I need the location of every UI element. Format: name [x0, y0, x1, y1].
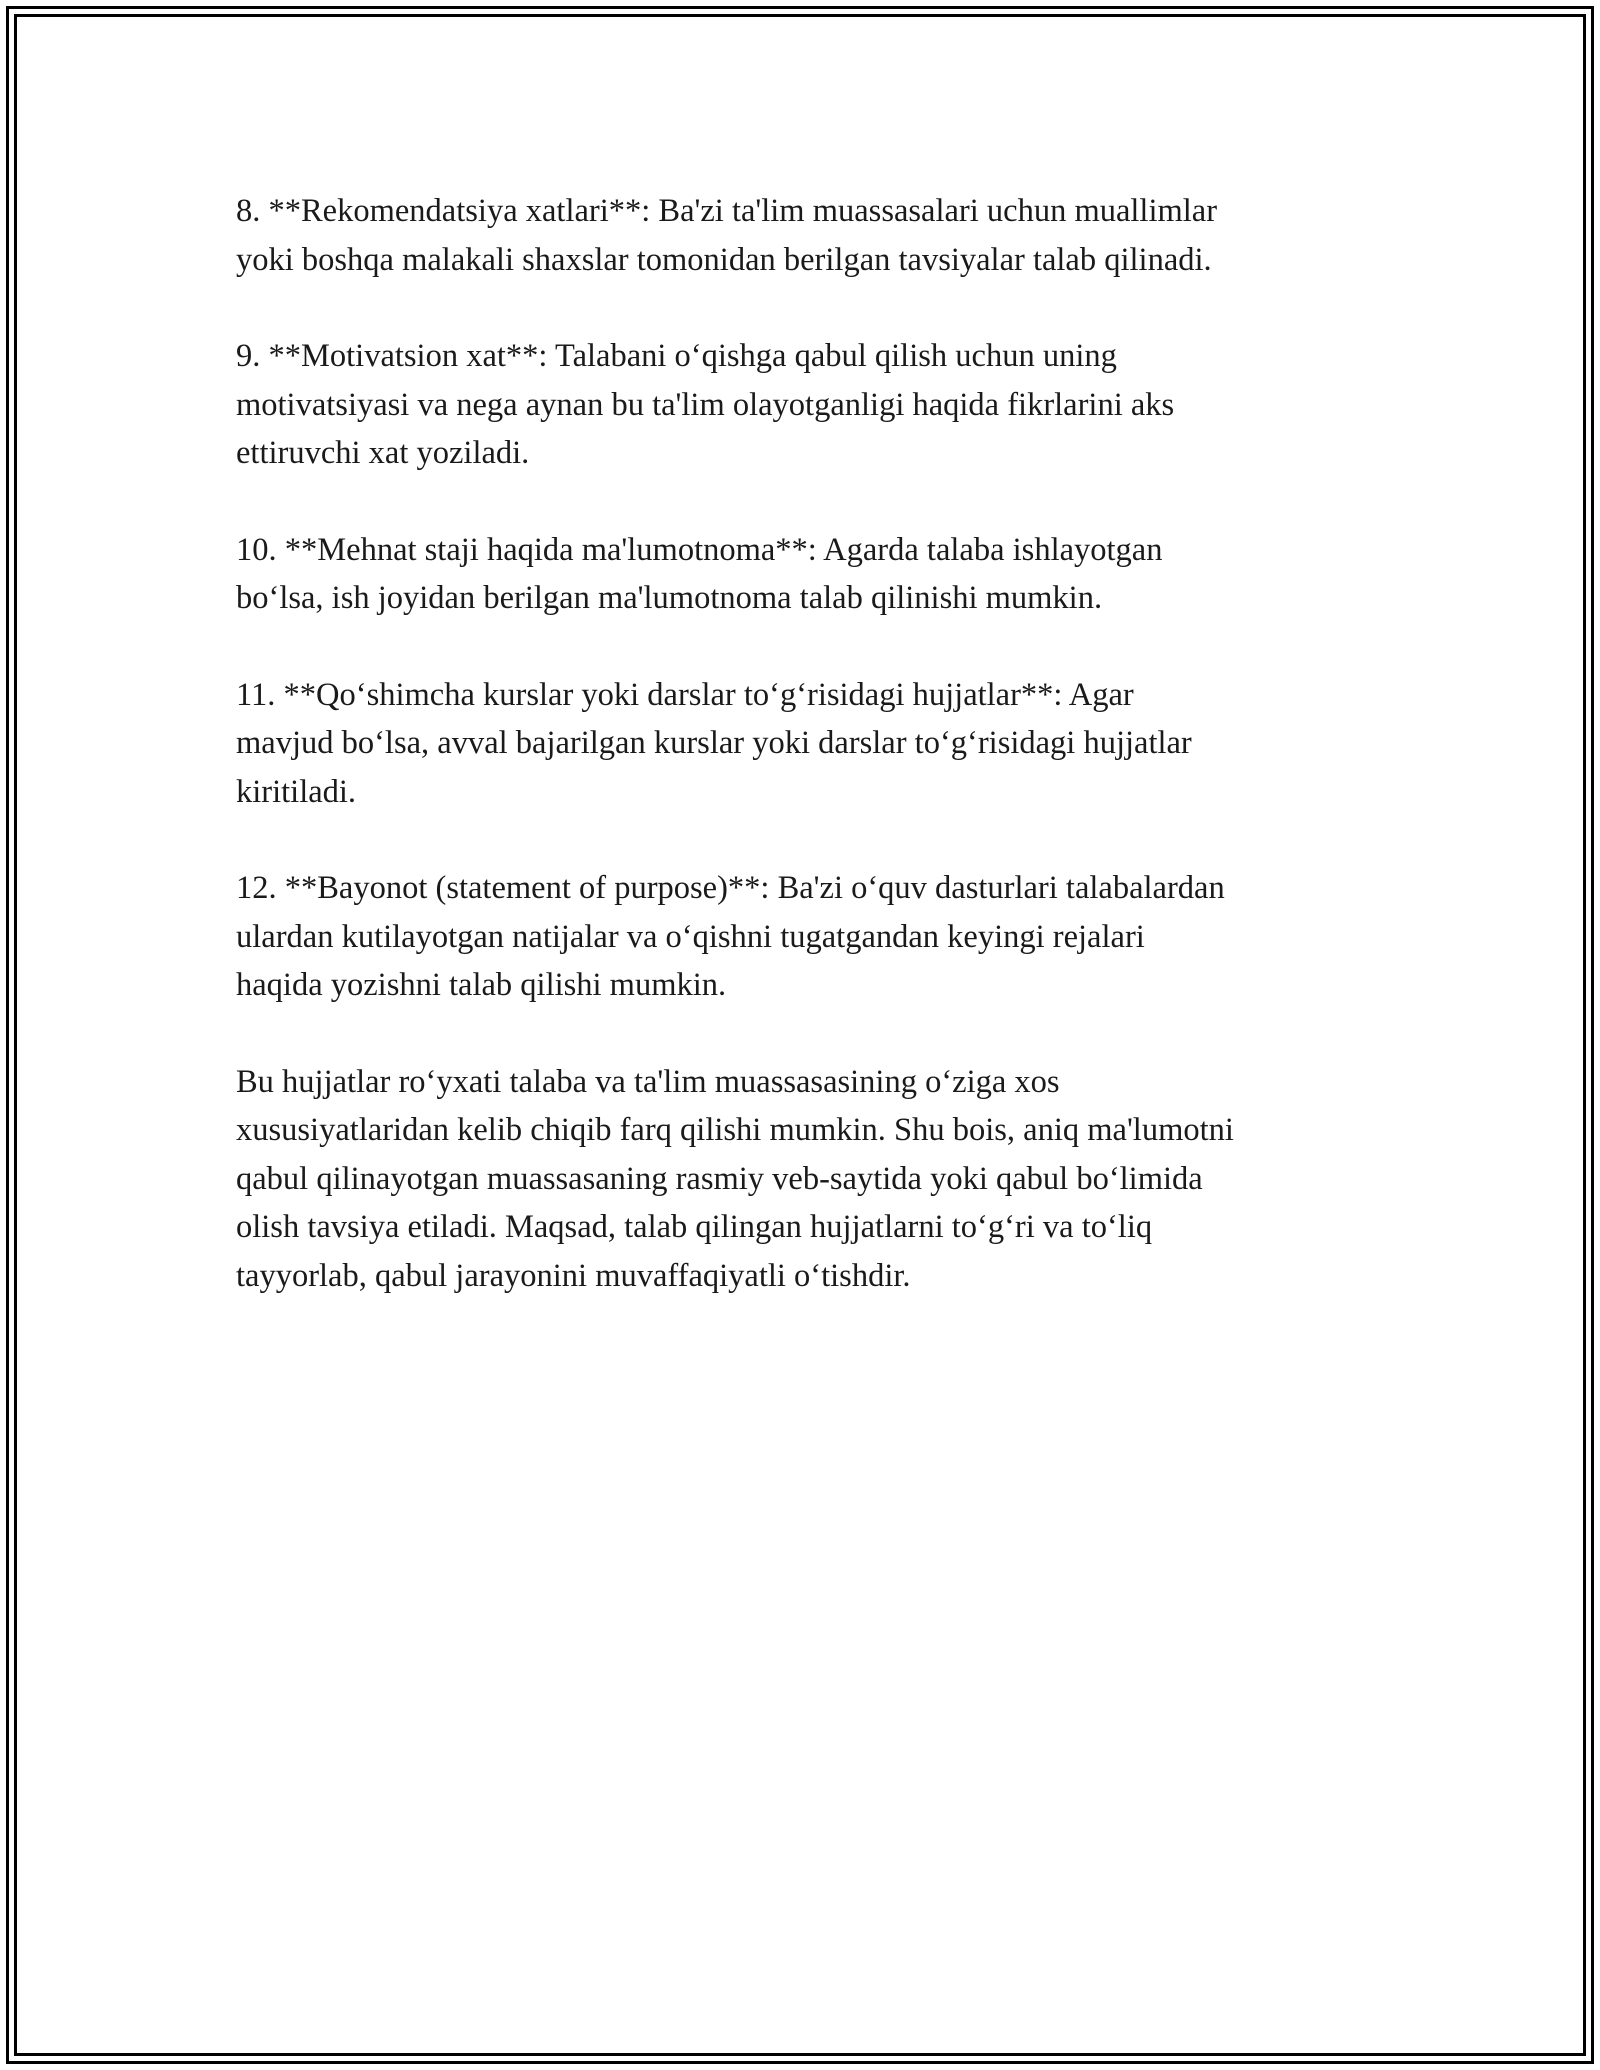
list-item-statement-of-purpose: 12. **Bayonot (statement of purpose)**: Ba'zi oʻquv dasturlari talabalardan ulardan kutilayotgan natijalar va oʻqishni tugatgandan keyingi rejalari haqida yozishni talab qilishi mumkin.: [236, 870, 1225, 1003]
document-body: [236, 187, 1366, 1348]
list-item-additional-courses: 11. **Qoʻshimcha kurslar yoki darslar toʻgʻrisidagi hujjatlar**: Agar mavjud boʻlsa, avval bajarilgan kurslar yoki darslar toʻgʻrisidagi hujjatlar kiritiladi.: [236, 676, 1192, 810]
list-item-work-experience-certificate: 10. **Mehnat staji haqida ma'lumotnoma**: Agarda talaba ishlayotgan boʻlsa, ish joyidan berilgan ma'lumotnoma talab qilinishi mumkin.: [236, 531, 1163, 616]
list-item-motivation-letter: 9. **Motivatsion xat**: Talabani oʻqishga qabul qilish uchun uning motivatsiyasi va nega aynan bu ta'lim olayotganligi haqida fikrlarini aks ettiruvchi xat yoziladi.: [236, 338, 1175, 471]
list-item-recommendation-letters: 8. **Rekomendatsiya xatlari**: Ba'zi ta'lim muassasalari uchun muallimlar yoki boshqa malakali shaxslar tomonidan berilgan tavsiyalar talab qilinadi.: [236, 193, 1218, 278]
closing-paragraph: Bu hujjatlar roʻyxati talaba va ta'lim muassasasining oʻziga xos xususiyatlaridan kelib chiqib farq qilishi mumkin. Shu bois, aniq ma'lumotni qabul qilinayotgan muassasaning rasmiy veb-saytida yoki qabul boʻlimida olish tavsiya etiladi. Maqsad, talab qilingan hujjatlarni toʻgʻri va toʻliq tayyorlab, qabul jarayonini muvaffaqiyatli oʻtishdir.: [236, 1063, 1234, 1294]
